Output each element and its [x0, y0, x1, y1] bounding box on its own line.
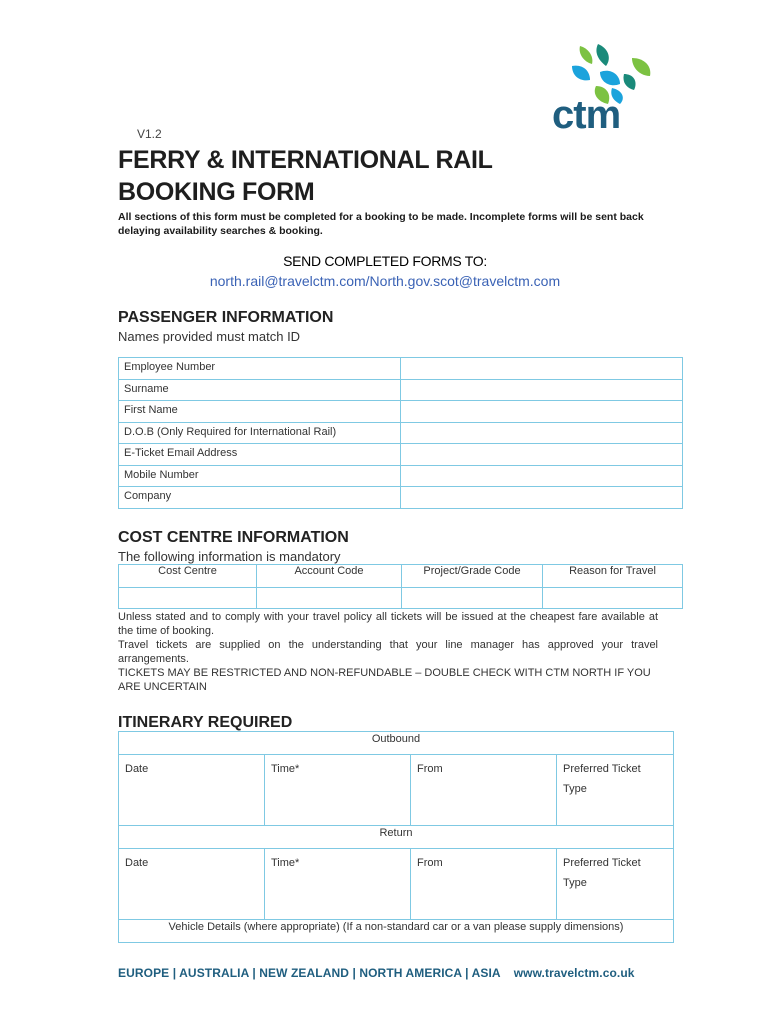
outbound-date-field[interactable]: [119, 755, 265, 826]
outbound-from-field[interactable]: [411, 755, 557, 826]
time-label: Time*: [271, 763, 300, 775]
footer-regions: EUROPE | AUSTRALIA | NEW ZEALAND | NORTH AMERICA | ASIA: [118, 966, 501, 980]
field-label: E-Ticket Email Address: [119, 444, 401, 466]
return-from-field[interactable]: [411, 849, 557, 920]
return-time-field[interactable]: [265, 849, 411, 920]
date-label: Date: [125, 857, 149, 869]
return-header: Return: [119, 826, 674, 849]
itinerary-section-title: ITINERARY REQUIRED: [118, 714, 293, 731]
passenger-table: [118, 357, 683, 509]
table-row: [119, 379, 683, 401]
title-line-2: BOOKING FORM: [118, 178, 315, 206]
employee-number-field[interactable]: [401, 358, 683, 380]
passenger-section-subtitle: Names provided must match ID: [118, 329, 301, 344]
table-row: [119, 826, 674, 849]
table-row: [119, 755, 674, 826]
ticket-type-label: Preferred Ticket Type: [563, 857, 641, 889]
itinerary-table: [118, 731, 674, 943]
cost-centre-section-subtitle: The following information is mandatory: [118, 549, 341, 564]
return-date-field[interactable]: [119, 849, 265, 920]
table-row: [119, 401, 683, 423]
from-label: From: [417, 857, 443, 869]
table-row: [119, 920, 674, 943]
table-row: [119, 849, 674, 920]
table-row: [119, 732, 674, 755]
table-row: [119, 487, 683, 509]
version-label: V1.2: [137, 127, 162, 141]
outbound-time-field[interactable]: [265, 755, 411, 826]
logo-text: ctm: [552, 93, 621, 137]
field-label: Surname: [119, 379, 401, 401]
field-label: D.O.B (Only Required for International Rail): [119, 422, 401, 444]
account-code-field[interactable]: [257, 588, 402, 609]
reason-for-travel-field[interactable]: [543, 588, 683, 609]
page-title: [118, 144, 493, 208]
table-row: [119, 422, 683, 444]
project-grade-code-field[interactable]: [402, 588, 543, 609]
cost-centre-field[interactable]: [119, 588, 257, 609]
mobile-number-field[interactable]: [401, 465, 683, 487]
vehicle-details-field[interactable]: Vehicle Details (where appropriate) (If a non-standard car or a van please supply dimensions): [119, 920, 674, 943]
outbound-ticket-type-field[interactable]: [557, 755, 674, 826]
column-header: Reason for Travel: [543, 565, 683, 588]
footer-website[interactable]: www.travelctm.co.uk: [513, 966, 635, 980]
field-label: First Name: [119, 401, 401, 423]
column-header: Cost Centre: [119, 565, 257, 588]
first-name-field[interactable]: [401, 401, 683, 423]
outbound-header: Outbound: [119, 732, 674, 755]
column-header: Account Code: [257, 565, 402, 588]
return-ticket-type-field[interactable]: [557, 849, 674, 920]
table-row: [119, 358, 683, 380]
field-label: Company: [119, 487, 401, 509]
ticket-type-label: Preferred Ticket Type: [563, 763, 641, 795]
field-label: Employee Number: [119, 358, 401, 380]
table-row: [119, 465, 683, 487]
table-row: [119, 444, 683, 466]
from-label: From: [417, 763, 443, 775]
terms-paragraph-1: Unless stated and to comply with your travel policy all tickets will be issued at the cheapest fare available at the time of booking.: [118, 611, 658, 637]
surname-field[interactable]: [401, 379, 683, 401]
terms-paragraph-3: TICKETS MAY BE RESTRICTED AND NON-REFUNDABLE – DOUBLE CHECK WITH CTM NORTH IF YOU ARE UNCERTAIN: [118, 667, 651, 693]
company-field[interactable]: [401, 487, 683, 509]
terms-paragraph-2: Travel tickets are supplied on the understanding that your line manager has approved your travel arrangements.: [118, 639, 658, 665]
column-header: Project/Grade Code: [402, 565, 543, 588]
time-label: Time*: [271, 857, 300, 869]
footer: [118, 966, 635, 980]
cost-centre-table: [118, 564, 683, 609]
ctm-logo: [550, 40, 658, 140]
eticket-email-field[interactable]: [401, 444, 683, 466]
table-row: [119, 565, 683, 588]
send-email-link[interactable]: north.rail@travelctm.com/North.gov.scot@travelctm.com: [209, 273, 561, 289]
table-row: [119, 588, 683, 609]
title-line-1: FERRY & INTERNATIONAL RAIL: [118, 146, 493, 174]
booking-terms: [118, 610, 658, 694]
passenger-section-title: PASSENGER INFORMATION: [118, 309, 334, 326]
date-label: Date: [125, 763, 149, 775]
cost-centre-section-title: COST CENTRE INFORMATION: [118, 529, 349, 546]
dob-field[interactable]: [401, 422, 683, 444]
completion-notice: All sections of this form must be completed for a booking to be made. Incomplete forms will be sent back delaying availability searches & booking.: [118, 211, 644, 237]
field-label: Mobile Number: [119, 465, 401, 487]
send-heading: SEND COMPLETED FORMS TO:: [283, 253, 487, 269]
